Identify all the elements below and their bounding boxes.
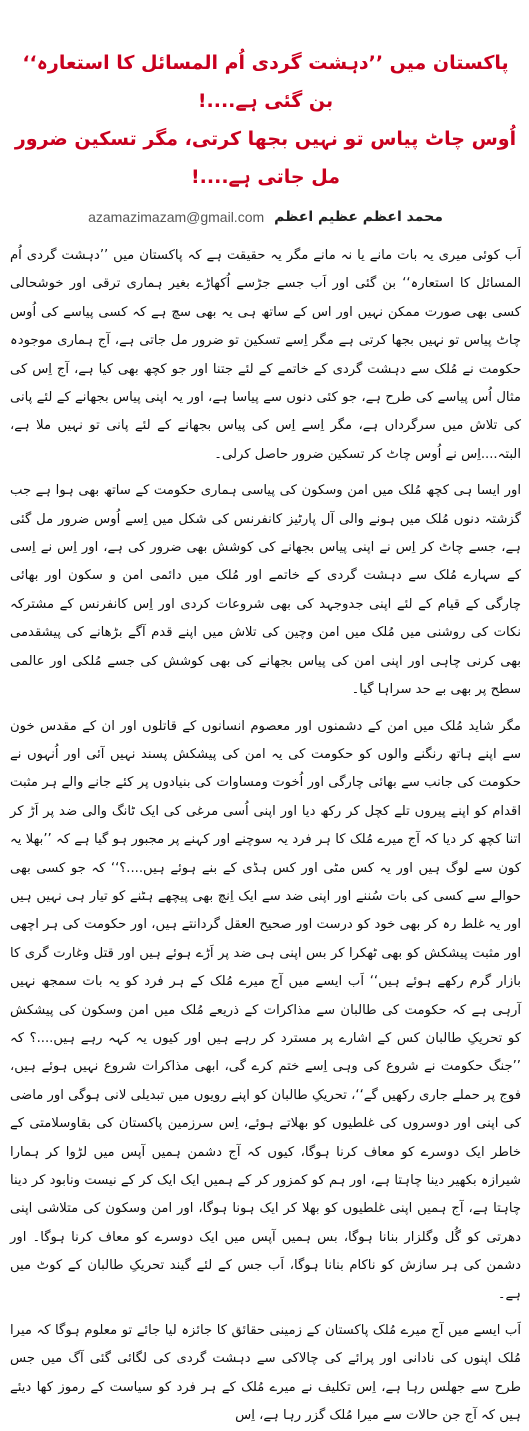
author-name: محمد اعظم عظیم اعظم [274, 209, 443, 225]
headline-line-1: پاکستان میں ’’دہشت گردی اُم المسائل کا استعارہ‘‘ بن گئی ہے....! [22, 52, 509, 112]
article-headline [10, 44, 521, 196]
body-paragraph-4: اَب ایسے میں آج میرے مُلک پاکستان کے زمینی حقائق کا جائزہ لیا جائے تو معلوم ہوگا کہ میرا مُلک اپنوں کی نادانی اور پرائے کی چالاکی سے دہشت گردی کی لگائی گئی آگ میں جس طرح سے جھلس رہا ہے، اِس تکلیف نے میرے مُلک کے ہر فرد کو سیاست کے رموز کھا دیئے ہیں کہ آج جن حالات سے میرا مُلک گزر رہا ہے، اِس [10, 1323, 521, 1424]
byline [10, 206, 521, 228]
headline-line-2: اُوس چاٹ پیاس تو نہیں بجھا کرتی، مگر تسکین ضرور مل جاتی ہے....! [14, 128, 517, 188]
body-paragraph-3: مگر شاید مُلک میں امن کے دشمنوں اور معصوم انسانوں کے قاتلوں اور ان کے مقدس خون سے اپنے ہاتھ رنگنے والوں کو حکومت کی یہ امن کی پیشکش پسند نہیں آئی اور اُنہوں نے حکومت کی جانب سے بھائی چارگی اور اُخوت ومساوات کی بنیادوں پر کئے جانے والے ہر مثبت اقدام کو اپنے پیروں تلے کچل کر رکھ دیا اور اپنی اُسی مرغی کی ایک ٹانگ والی ضد پر اَڑ کر اتنا کچھ کر دیا کہ آج میرے مُلک کا ہر فرد یہ سوچنے اور کہنے پر مجبور ہو گیا ہے کہ ’’بھلا یہ کون سے لوگ ہیں اور یہ کس مٹی اور کس ہڈی کے بنے ہوئے ہیں....؟‘‘ کہ جو کسی بھی حوالے سے کسی کی بات سُننے اور اپنی ضد سے ایک اِنچ بھی پیچھے ہٹنے کو تیار ہی نہیں ہیں اور یہ غلط رہ کر بھی خود کو درست اور صحیح العقل گردانتے ہیں، اور حکومت کی ہر اچھی اور مثبت پیشکش کو بھی ٹھکرا کر بس اپنی ہی ضد پر اَڑے ہوئے ہیں اور قتل وغارت گری کا بازار گرم رکھے ہوئے ہیں‘‘ اَب ایسے میں آج میرے مُلک کے ہر فرد کو یہ بات سمجھ نہیں آرہی ہے کہ حکومت کی طالبان سے مذاکرات کے ذریعے مُلک میں امن وسکون کی پیشکش کو تحریکِ طالبان کس کے اشارے پر مسترد کر رہے ہیں اور کیوں یہ کہہ رہے ہیں....؟ کہ ’’جنگ حکومت نے شروع کی وہی اِسے ختم کرے گی، ابھی مذاکرات شروع نہیں ہوئے ہیں، فوج پر حملے جاری رکھیں گے‘‘، تحریکِ طالبان کو اپنے رویوں میں تبدیلی لانی ہوگی اور ماضی کی اپنی اور دوسروں کی غلطیوں کو بھلاتے ہوئے، اِس سرزمین پاکستان کی بقاوسلامتی کے خاطر ایک دوسرے کو معاف کرنا ہوگا، کیوں کہ آج دشمن ہمیں آپس میں لڑوا کر ہمارا شیرازہ بکھیر دینا چاہتا ہے، اور ہم کو کمزور کر کے ہمیں ایک ایک کر کے نیست ونابود کر دینا چاہتا ہے، آج ہمیں اپنی غلطیوں کو بھلا کر ایک ہونا ہوگا، اور امن وسکون کی متلاشی اپنی دھرتی کو گُل وگلزار بنانا ہوگا، بس ہمیں آپس میں ایک دوسرے کو معاف کرنا ہوگا۔ اور دشمن کی ہر سازش کو ناکام بنانا ہوگا، اَب جس کے لئے گیند تحریکِ طالبان کے کوٹ میں ہے۔ [10, 718, 521, 1302]
body-paragraph-2: اور ایسا ہی کچھ مُلک میں امن وسکون کی پیاسی ہماری حکومت کے ساتھ بھی ہوا ہے جب گزشتہ دنوں مُلک میں ہونے والی آل پارٹیز کانفرنس کی شکل میں اِسے اُوس ضرور مل گئی ہے، جسے چاٹ کر اِس نے اپنی پیاس بجھانے کی کوشش بھی ضرور کی ہے، اور اِس نے اِسی کے سہارے مُلک سے دہشت گردی کے خاتمے اور مُلک میں دائمی امن و سکون اور بھائی چارگی کے قیام کے لئے اپنی جدوجہد کی بھی شروعات کردی اور اِس کانفرنس کے مشترکہ نکات کی روشنی میں مُلک میں امن وچین کی تلاش میں اپنے قدم آگے بڑھانے کی پیشقدمی بھی کرنی چاہی اور اپنی امن کی پیاس بجھانے کی بھی کوشش کی جسے مُلکی اور عالمی سطح پر بھی بے حد سراہا گیا۔ [10, 483, 521, 698]
article-body [10, 242, 521, 1431]
author-email[interactable]: azamazimazam@gmail.com [88, 209, 265, 225]
body-paragraph-1: اَب کوئی میری یہ بات مانے یا نہ مانے مگر یہ حقیقت ہے کہ پاکستان میں ’’دہشت گردی اُم المسائل کا استعارہ‘‘ بن گئی اور اَب جسے جڑسے اُکھاڑے بغیر ہماری ترقی اور خوشحالی کسی بھی صورت ممکن نہیں اور اس کے ساتھ ہی یہ بھی سچ ہے کہ کسی پیاسے کی اُوس چاٹ پیاس تو نہیں بجھا کرتی ہے مگر اِسے تسکین تو ضرور مل جاتی ہے، آج ہماری موجودہ حکومت نے مُلک سے دہشت گردی کے خاتمے کے لئے جتنا اور جو کچھ بھی کیا ہے، آج اِس کی مثال اُس پیاسے کی طرح ہے، جو کئی دنوں سے پیاسا ہے، اور یہ اپنی پیاس بجھانے کے لئے پانی کی تلاش میں سرگرداں ہے، مگر اِسے اِس کی پیاس بجھانے کے لئے پانی تو نہیں ملا ہے، البتہ....اِس نے اُوس چاٹ کر تسکین ضرور حاصل کرلی۔ [10, 248, 521, 462]
